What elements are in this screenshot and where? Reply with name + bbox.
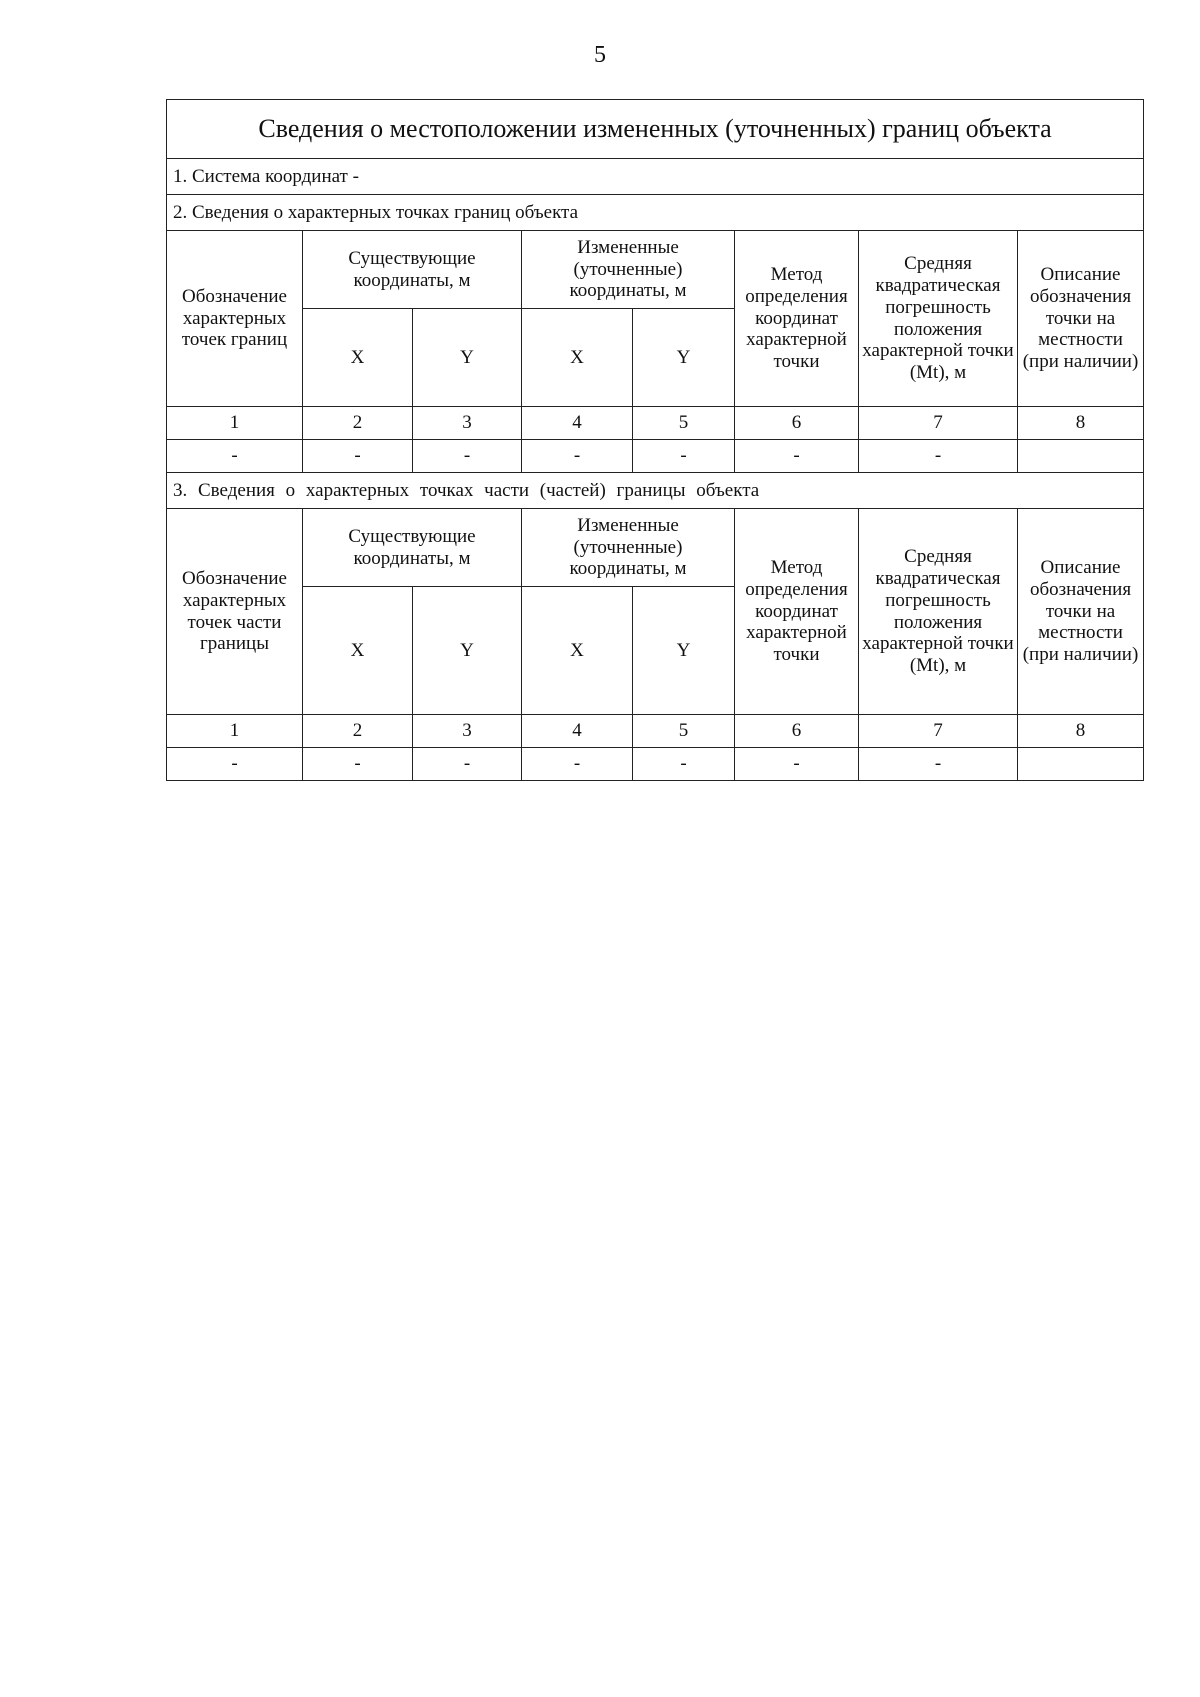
header-changed-y: Y bbox=[633, 309, 735, 407]
header-designation: Обозначение характерных точек части границы bbox=[167, 509, 303, 715]
table-row bbox=[167, 748, 1144, 781]
column-number: 1 bbox=[167, 715, 303, 748]
table-cell: - bbox=[167, 440, 303, 473]
table-cell bbox=[1018, 440, 1144, 473]
table-cell: - bbox=[413, 748, 522, 781]
table-cell: - bbox=[633, 440, 735, 473]
header-method: Метод определения координат характерной точки bbox=[735, 509, 859, 715]
header-changed-y: Y bbox=[633, 587, 735, 715]
table-cell: - bbox=[859, 748, 1018, 781]
header-changed-x: X bbox=[522, 309, 633, 407]
column-number-row bbox=[167, 407, 1144, 440]
column-number: 4 bbox=[522, 407, 633, 440]
header-description: Описание обозначения точки на местности (при наличии) bbox=[1018, 509, 1144, 715]
table-cell: - bbox=[167, 748, 303, 781]
table-cell: - bbox=[859, 440, 1018, 473]
header-existing-coords: Существующие координаты, м bbox=[303, 509, 522, 587]
column-number: 8 bbox=[1018, 715, 1144, 748]
column-number: 8 bbox=[1018, 407, 1144, 440]
header-existing-y: Y bbox=[413, 309, 522, 407]
column-number: 2 bbox=[303, 407, 413, 440]
header-changed-x: X bbox=[522, 587, 633, 715]
boundary-info-table bbox=[166, 99, 1144, 781]
column-number: 3 bbox=[413, 407, 522, 440]
column-number: 2 bbox=[303, 715, 413, 748]
table-cell: - bbox=[735, 748, 859, 781]
table-cell bbox=[1018, 748, 1144, 781]
table-cell: - bbox=[303, 440, 413, 473]
header-description: Описание обозначения точки на местности (при наличии) bbox=[1018, 231, 1144, 407]
header-changed-coords: Измененные (уточненные) координаты, м bbox=[522, 231, 735, 309]
column-number: 7 bbox=[859, 407, 1018, 440]
column-number: 6 bbox=[735, 407, 859, 440]
section2-title: 2. Сведения о характерных точках границ объекта bbox=[167, 195, 1144, 231]
header-mean-error: Средняя квадратическая погрешность положения характерной точки (Mt), м bbox=[859, 231, 1018, 407]
column-number: 6 bbox=[735, 715, 859, 748]
table-cell: - bbox=[413, 440, 522, 473]
column-number: 1 bbox=[167, 407, 303, 440]
header-existing-x: X bbox=[303, 309, 413, 407]
column-number: 5 bbox=[633, 407, 735, 440]
table-cell: - bbox=[303, 748, 413, 781]
header-existing-y: Y bbox=[413, 587, 522, 715]
table-cell: - bbox=[735, 440, 859, 473]
column-number: 7 bbox=[859, 715, 1018, 748]
table-cell: - bbox=[522, 440, 633, 473]
column-number: 5 bbox=[633, 715, 735, 748]
header-changed-coords: Измененные (уточненные) координаты, м bbox=[522, 509, 735, 587]
header-mean-error: Средняя квадратическая погрешность положения характерной точки (Mt), м bbox=[859, 509, 1018, 715]
table-title: Сведения о местоположении измененных (уточненных) границ объекта bbox=[167, 100, 1144, 159]
header-method: Метод определения координат характерной точки bbox=[735, 231, 859, 407]
table-row bbox=[167, 440, 1144, 473]
header-existing-x: X bbox=[303, 587, 413, 715]
section3-title: 3. Сведения о характерных точках части (частей) границы объекта bbox=[167, 473, 1144, 509]
page-number: 5 bbox=[594, 42, 606, 68]
column-number: 3 bbox=[413, 715, 522, 748]
table-cell: - bbox=[522, 748, 633, 781]
header-existing-coords: Существующие координаты, м bbox=[303, 231, 522, 309]
table-cell: - bbox=[633, 748, 735, 781]
header-designation: Обозначение характерных точек границ bbox=[167, 231, 303, 407]
column-number: 4 bbox=[522, 715, 633, 748]
column-number-row bbox=[167, 715, 1144, 748]
coordinate-system-row: 1. Система координат - bbox=[167, 159, 1144, 195]
